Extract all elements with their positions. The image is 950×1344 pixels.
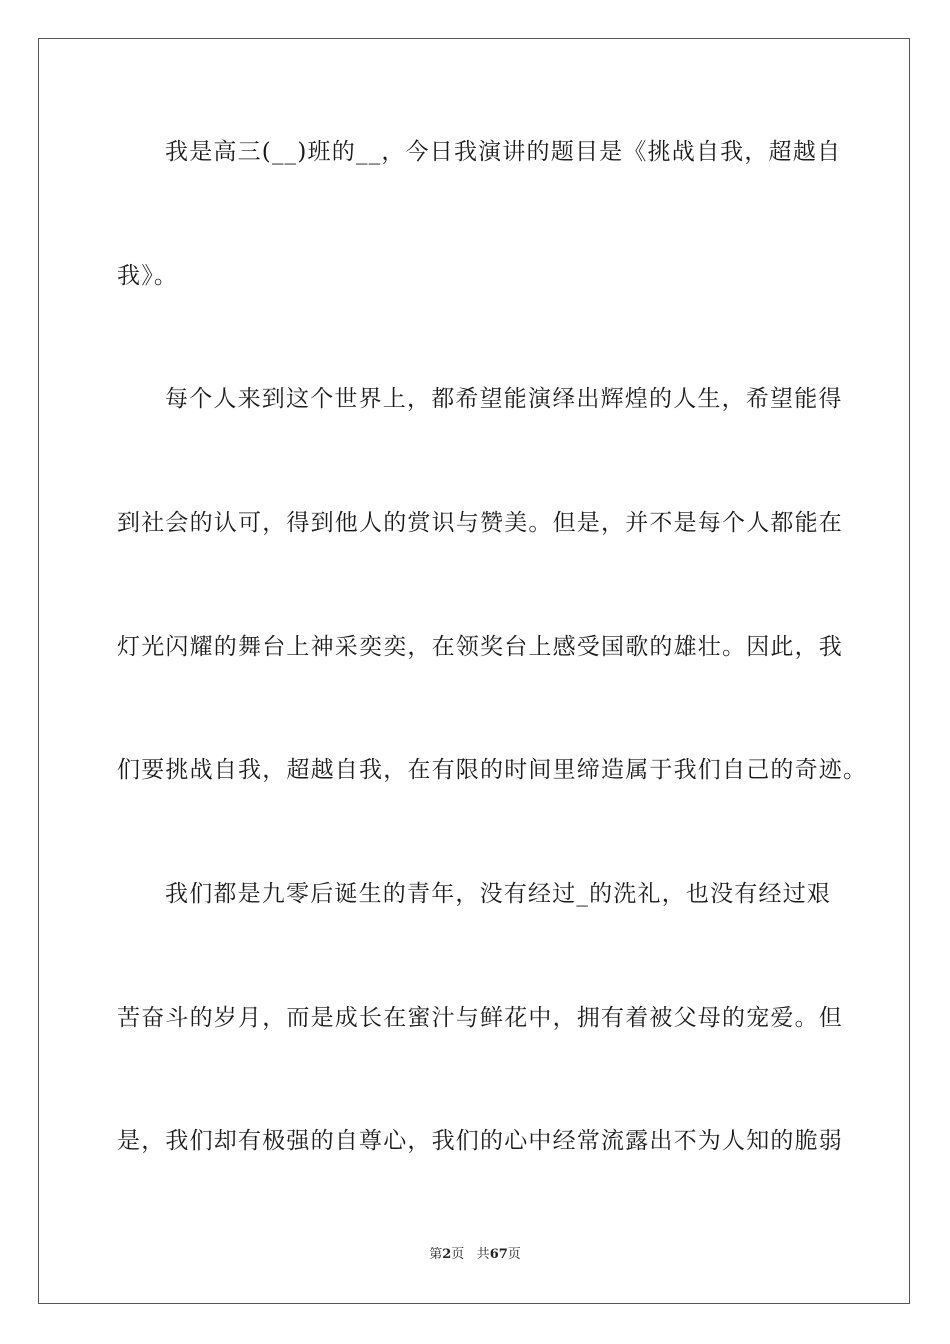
total-prefix: 共	[476, 1247, 490, 1262]
paragraph-2-line-2: 到社会的认可，得到他人的赏识与赞美。但是，并不是每个人都能在	[117, 510, 843, 536]
page-suffix: 页	[451, 1247, 465, 1262]
page-number: 2	[442, 1247, 452, 1262]
page-footer	[39, 1246, 911, 1264]
paragraph-1-line-2: 我》。	[117, 263, 179, 289]
total-suffix: 页	[507, 1247, 521, 1262]
paragraph-1-line-1: 我是高三(__)班的__，今日我演讲的题目是《挑战自我，超越自	[165, 139, 842, 165]
paragraph-3-line-2: 苦奋斗的岁月，而是成长在蜜汁与鲜花中，拥有着被父母的宠爱。但	[117, 1005, 843, 1031]
paragraph-3-line-3: 是，我们却有极强的自尊心，我们的心中经常流露出不为人知的脆弱	[117, 1128, 843, 1154]
page-prefix: 第	[429, 1247, 443, 1262]
paragraph-2-line-1: 每个人来到这个世界上，都希望能演绎出辉煌的人生，希望能得	[165, 386, 843, 412]
paragraph-2-line-3: 灯光闪耀的舞台上神采奕奕，在领奖台上感受国歌的雄壮。因此，我	[117, 634, 843, 660]
paragraph-3-line-1: 我们都是九零后诞生的青年，没有经过_的洗礼，也没有经过艰	[165, 881, 832, 907]
paragraph-2-line-4: 们要挑战自我，超越自我，在有限的时间里缔造属于我们自己的奇迹。	[117, 757, 868, 783]
page-frame	[38, 38, 910, 1304]
total-pages: 67	[489, 1247, 508, 1262]
